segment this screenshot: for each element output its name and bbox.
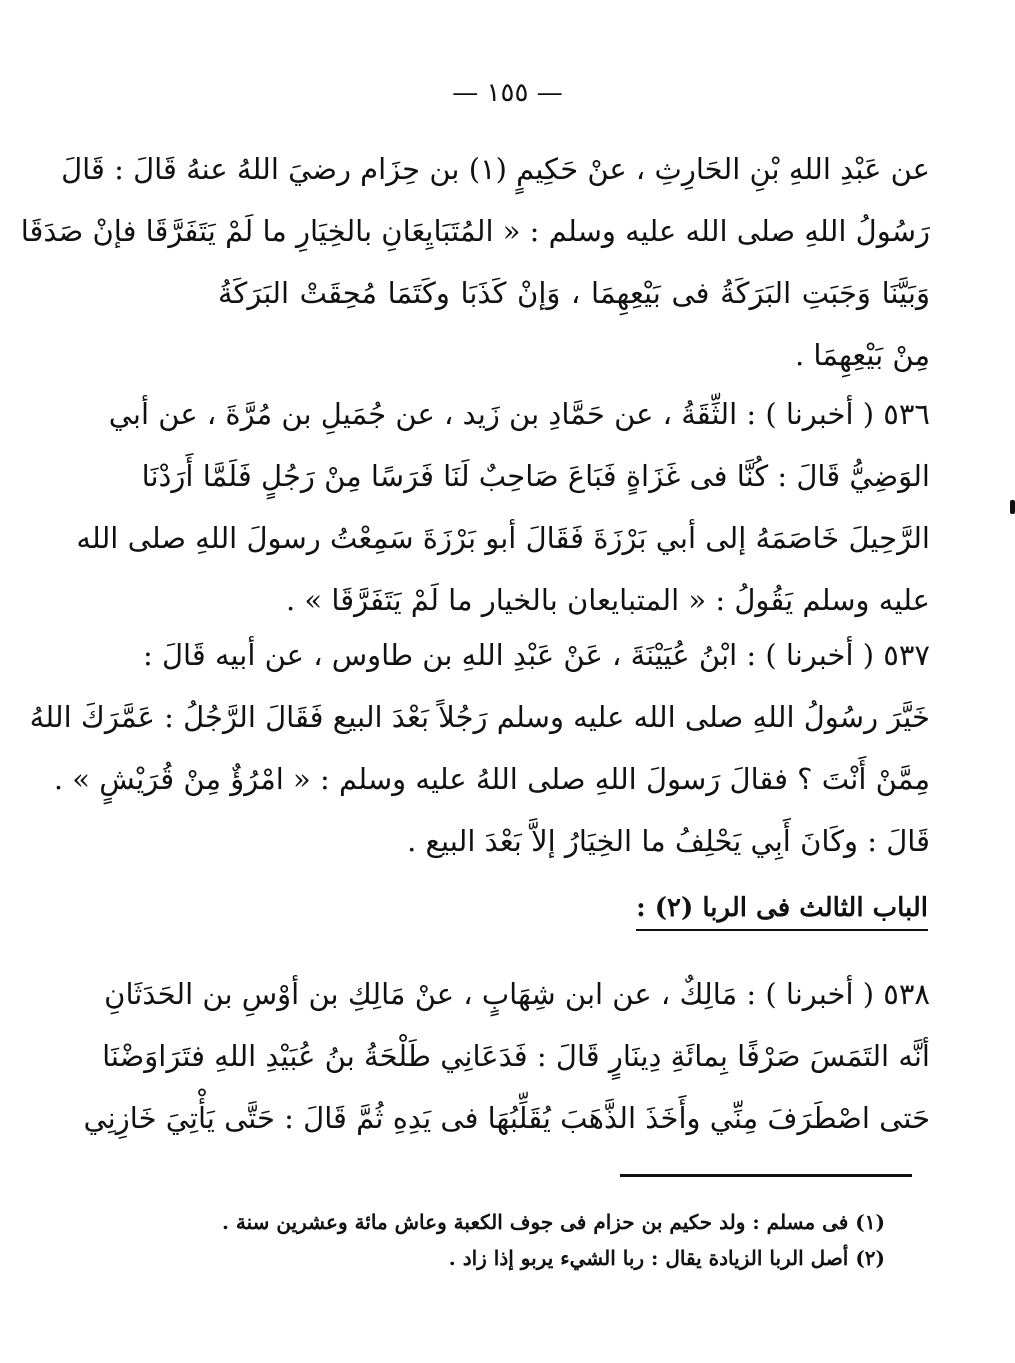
hadith-537-line-3: مِمَّنْ أَنْتَ ؟ فقالَ رَسولَ اللهِ صلى اللهُ عليه وسلم : « امْرُؤٌ مِنْ قُرَيْشٍ » . [53, 762, 930, 796]
hadith-538-paragraph [83, 963, 930, 1149]
hadith-535-paragraph [20, 138, 930, 386]
hadith-536-line-4: عليه وسلم يَقُولُ : « المتبايعان بالخيار ما لَمْ يَتَفَرَّقَا » . [285, 583, 930, 617]
hadith-537-line-4: قَالَ : وكَانَ أَبِي يَحْلِفُ ما الخِيَارُ إلاَّ بَعْدَ البيع . [407, 824, 930, 858]
footnote-2: (٢) أصل الربا الزيادة يقال : ربا الشيء يربو إذا زاد . [448, 1246, 885, 1270]
hadith-535-line-4: مِنْ بَيْعِهِمَا . [794, 338, 930, 372]
hadith-535-line-1: عن عَبْدِ اللهِ بْنِ الحَارِثِ ، عنْ حَكِيمٍ (١) بن حِزَام رضيَ اللهُ عنهُ قَالَ : قَالَ [61, 152, 930, 186]
hadith-537-line-1: ٥٣٧ ( أخبرنا ) : ابْنُ عُيَيْنَةَ ، عَنْ عَبْدِ اللهِ بن طاوس ، عن أبيه قَالَ : [142, 638, 930, 672]
hadith-538-line-2: أنَّه التَمَسَ صَرْفًا بِمائَةِ دِينَارٍ قَالَ : فَدَعَانِي طَلْحَةُ بنُ عُبَيْدِ اللهِ فتَرَاوَضْنَا [102, 1039, 930, 1073]
hadith-536-paragraph [76, 383, 930, 631]
hadith-538-line-3: حَتى اصْطَرَفَ مِنِّي وأَخَذَ الذَّهَبَ يُقَلِّبُهَا فى يَدِهِ ثُمَّ قَالَ : حَتَّى يَأْتِيَ خَازِنِي [83, 1101, 930, 1135]
chapter-heading: الباب الثالث فى الربا (٢) : [636, 893, 928, 931]
page-edge-mark [1010, 500, 1015, 514]
hadith-537-line-2: خَيَّرَ رسُولُ اللهِ صلى الله عليه وسلم رَجُلاً بَعْدَ البيع فَقَالَ الرَّجُلُ : عَمَّرَكَ اللهُ [29, 700, 930, 734]
hadith-536-line-2: الوَضِيُّ قَالَ : كُنَّا فى غَزَاةٍ فَبَاعَ صَاحِبٌ لَنَا فَرَسًا مِنْ رَجُلٍ فَلَمَّا أَرَدْنَا [141, 459, 930, 493]
hadith-537-paragraph [29, 624, 930, 872]
page-number: — ١٥٥ — [452, 78, 563, 108]
footnotes [221, 1204, 885, 1276]
footnote-divider [620, 1174, 912, 1177]
hadith-536-line-1: ٥٣٦ ( أخبرنا ) : الثِّقَةُ ، عن حَمَّادِ بن زَيد ، عن جُمَيلِ بن مُرَّةَ ، عن أبي [108, 397, 930, 431]
hadith-535-line-2: رَسُولُ اللهِ صلى الله عليه وسلم : « المُتَبَايِعَانِ بالخِيَارِ ما لَمْ يَتَفَرَّقَا فإنْ صَدَقَا [20, 214, 930, 248]
hadith-535-line-3: وَبَيَّنَا وَجَبَتِ البَرَكَةُ فى بَيْعِهِمَا ، وَإنْ كَذَبَا وكَتَمَا مُحِقَتْ البَرَكَةُ [218, 276, 930, 310]
hadith-538-line-1: ٥٣٨ ( أخبرنا ) : مَالِكٌ ، عن ابن شِهَابٍ ، عنْ مَالِكِ بن أوْسِ بن الحَدَثَانِ [104, 977, 930, 1011]
hadith-536-line-3: الرَّحِيلَ خَاصَمَهُ إلى أبي بَرْزَةَ فَقَالَ أبو بَرْزَةَ سَمِعْتُ رسولَ اللهِ صلى الله [76, 521, 930, 555]
footnote-1: (١) فى مسلم : ولد حكيم بن حزام فى جوف الكعبة وعاش مائة وعشرين سنة . [221, 1210, 885, 1234]
